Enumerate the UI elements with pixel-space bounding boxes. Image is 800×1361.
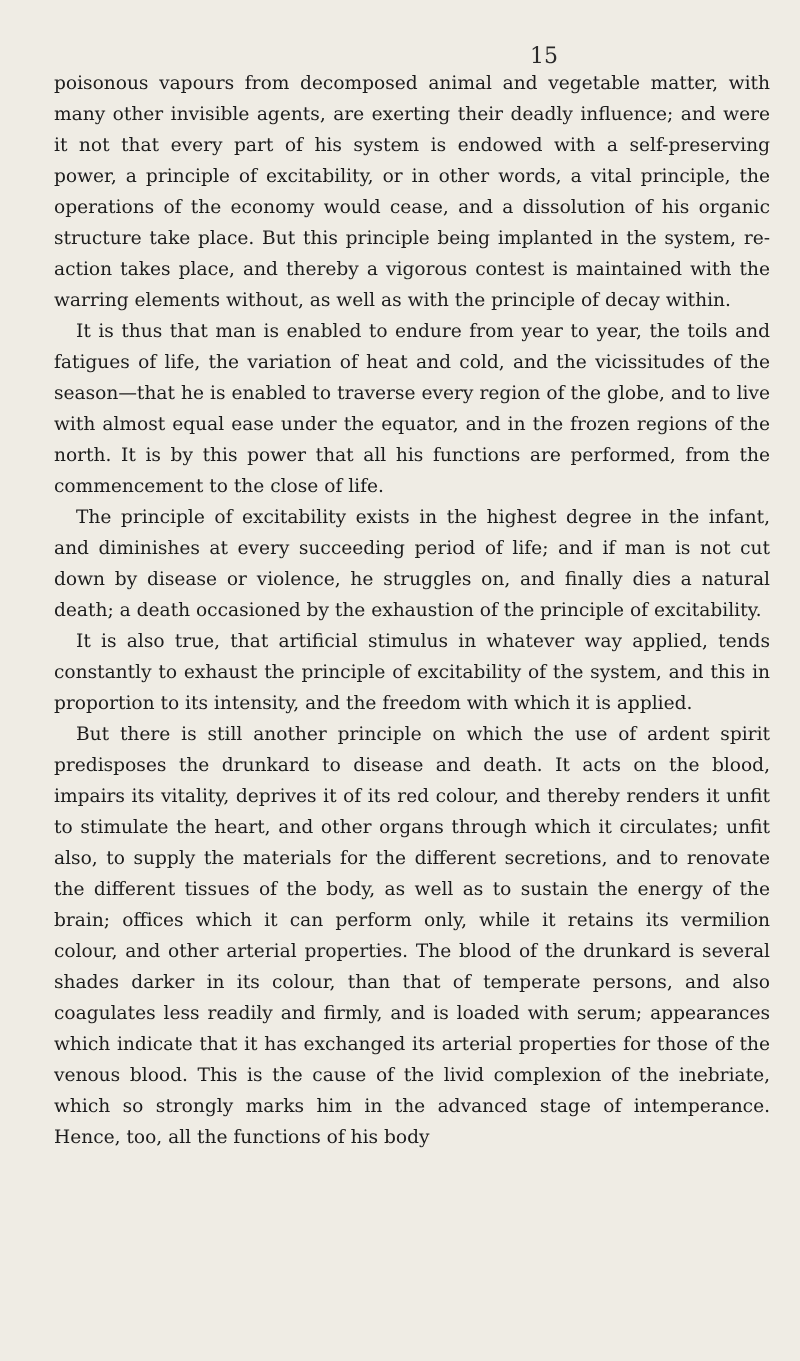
paragraph-blood-effects: But there is still another principle on which the use of ardent spirit predisposes the drunkard to disease and death. It acts on the blood, impairs its vitality, deprives it of its red colour, and thereby renders it unfit to stimulate the heart, and other organs through which it circulates; unfit also, to supply the materials for the different secretions, and to renovate the different tissues of the body, as well as to sustain the energy of the brain; offices which it can perform only, while it retains its vermilion colour, and other arterial properties. The blood of the drunkard is several shades darker in its colour, than that of temperate persons, and also coagulates less readily and firmly, and is loaded with serum; appearances which indicate that it has exchanged its arterial properties for those of the venous blood. This is the cause of the livid complexion of the inebriate, which so strongly marks him in the advanced stage of intemperance. Hence, too, all the functions of his body xyxy=(54,724,770,1148)
paragraph-excitability-infant: The principle of excitability exists in the highest degree in the infant, and diminishes at every succeeding period of life; and if man is not cut down by disease or violence, he struggles on, and finally dies a natural death; a death occasioned by the exhaustion of the principle of excitability. xyxy=(54,507,770,621)
body-text xyxy=(54,68,770,1153)
page-number: 15 xyxy=(530,44,558,69)
paragraph-artificial-stimulus: It is also true, that artificial stimulus in whatever way applied, tends constantly to exhaust the principle of excitability of the system, and this in proportion to its intensity, and the freedom with which it is applied. xyxy=(54,631,770,714)
paragraph-excitability-endurance: It is thus that man is enabled to endure from year to year, the toils and fatigues of life, the variation of heat and cold, and the vicissitudes of the season—that he is enabled to traverse every region of the globe, and to live with almost equal ease under the equator, and in the frozen regions of the north. It is by this power that all his functions are performed, from the commencement to the close of life. xyxy=(54,321,770,497)
paragraph-continuation: poisonous vapours from decomposed animal and vegetable matter, with many other invisible agents, are exerting their deadly influence; and were it not that every part of his system is endowed with a self-preserving power, a principle of excitability, or in other words, a vital principle, the operations of the economy would cease, and a dissolution of his organic structure take place. But this principle being implanted in the system, re-action takes place, and thereby a vigorous contest is maintained with the warring elements without, as well as with the principle of decay within. xyxy=(54,73,770,311)
